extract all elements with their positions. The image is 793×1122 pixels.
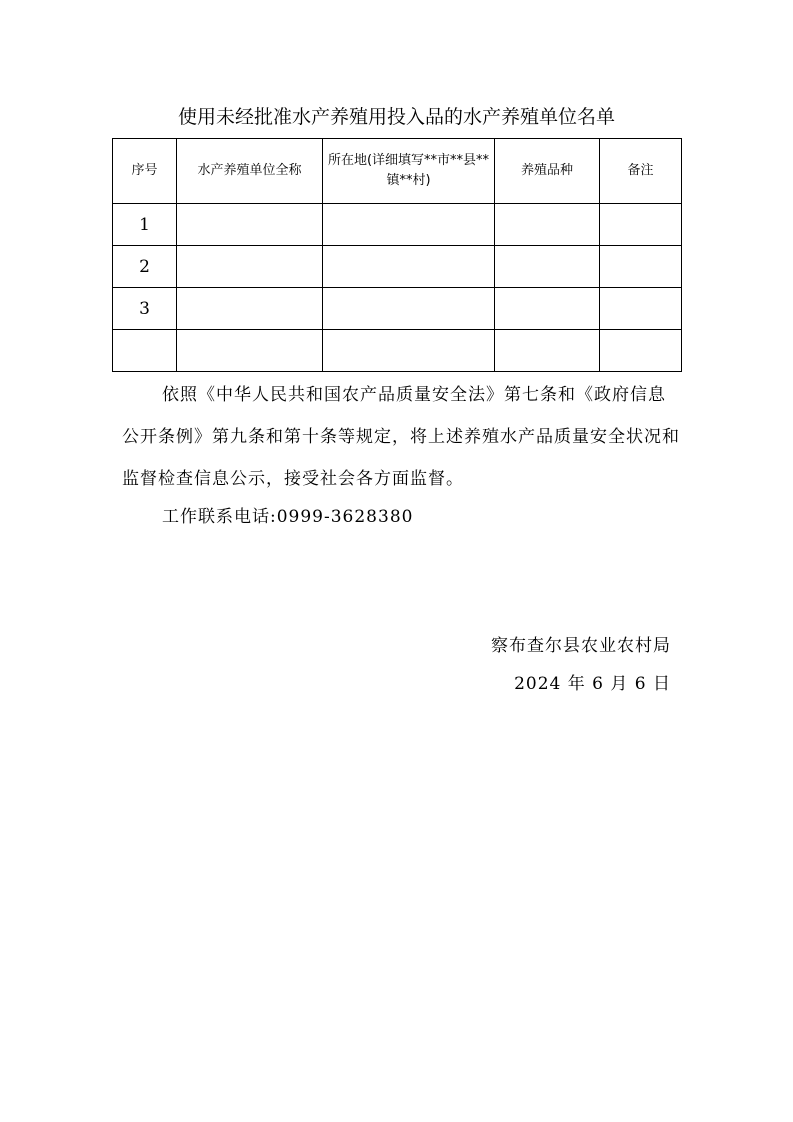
cell-remarks (600, 204, 682, 246)
cell-remarks (600, 288, 682, 330)
table-header-row (113, 139, 682, 204)
cell-species (495, 330, 600, 372)
cell-unit-name (177, 330, 323, 372)
header-location: 所在地(详细填写**市**县**镇**村) (323, 139, 495, 204)
table-row (113, 288, 682, 330)
header-species: 养殖品种 (495, 139, 600, 204)
cell-location (323, 204, 495, 246)
cell-location (323, 288, 495, 330)
cell-remarks (600, 330, 682, 372)
cell-serial: 3 (113, 288, 177, 330)
header-remarks: 备注 (600, 139, 682, 204)
cell-species (495, 246, 600, 288)
table-row (113, 246, 682, 288)
header-serial: 序号 (113, 139, 177, 204)
cell-serial: 1 (113, 204, 177, 246)
legal-basis-paragraph: 依照《中华人民共和国农产品质量安全法》第七条和《政府信息公开条例》第九条和第十条等规定，将上述养殖水产品质量安全状况和监督检查信息公示，接受社会各方面监督。 (122, 385, 680, 489)
cell-serial (113, 330, 177, 372)
contact-phone: 工作联系电话:0999-3628380 (162, 507, 414, 527)
cell-unit-name (177, 246, 323, 288)
cell-serial: 2 (113, 246, 177, 288)
cell-species (495, 204, 600, 246)
cell-species (495, 288, 600, 330)
document-title: 使用未经批准水产养殖用投入品的水产养殖单位名单 (177, 106, 615, 128)
cell-location (323, 330, 495, 372)
table-row (113, 330, 682, 372)
unit-list-table (112, 138, 682, 372)
issue-date: 2024 年 6 月 6 日 (514, 674, 671, 694)
cell-location (323, 246, 495, 288)
cell-unit-name (177, 288, 323, 330)
cell-unit-name (177, 204, 323, 246)
header-unit-name: 水产养殖单位全称 (177, 139, 323, 204)
issuer-name: 察布查尔县农业农村局 (491, 636, 671, 656)
cell-remarks (600, 246, 682, 288)
table-row (113, 204, 682, 246)
